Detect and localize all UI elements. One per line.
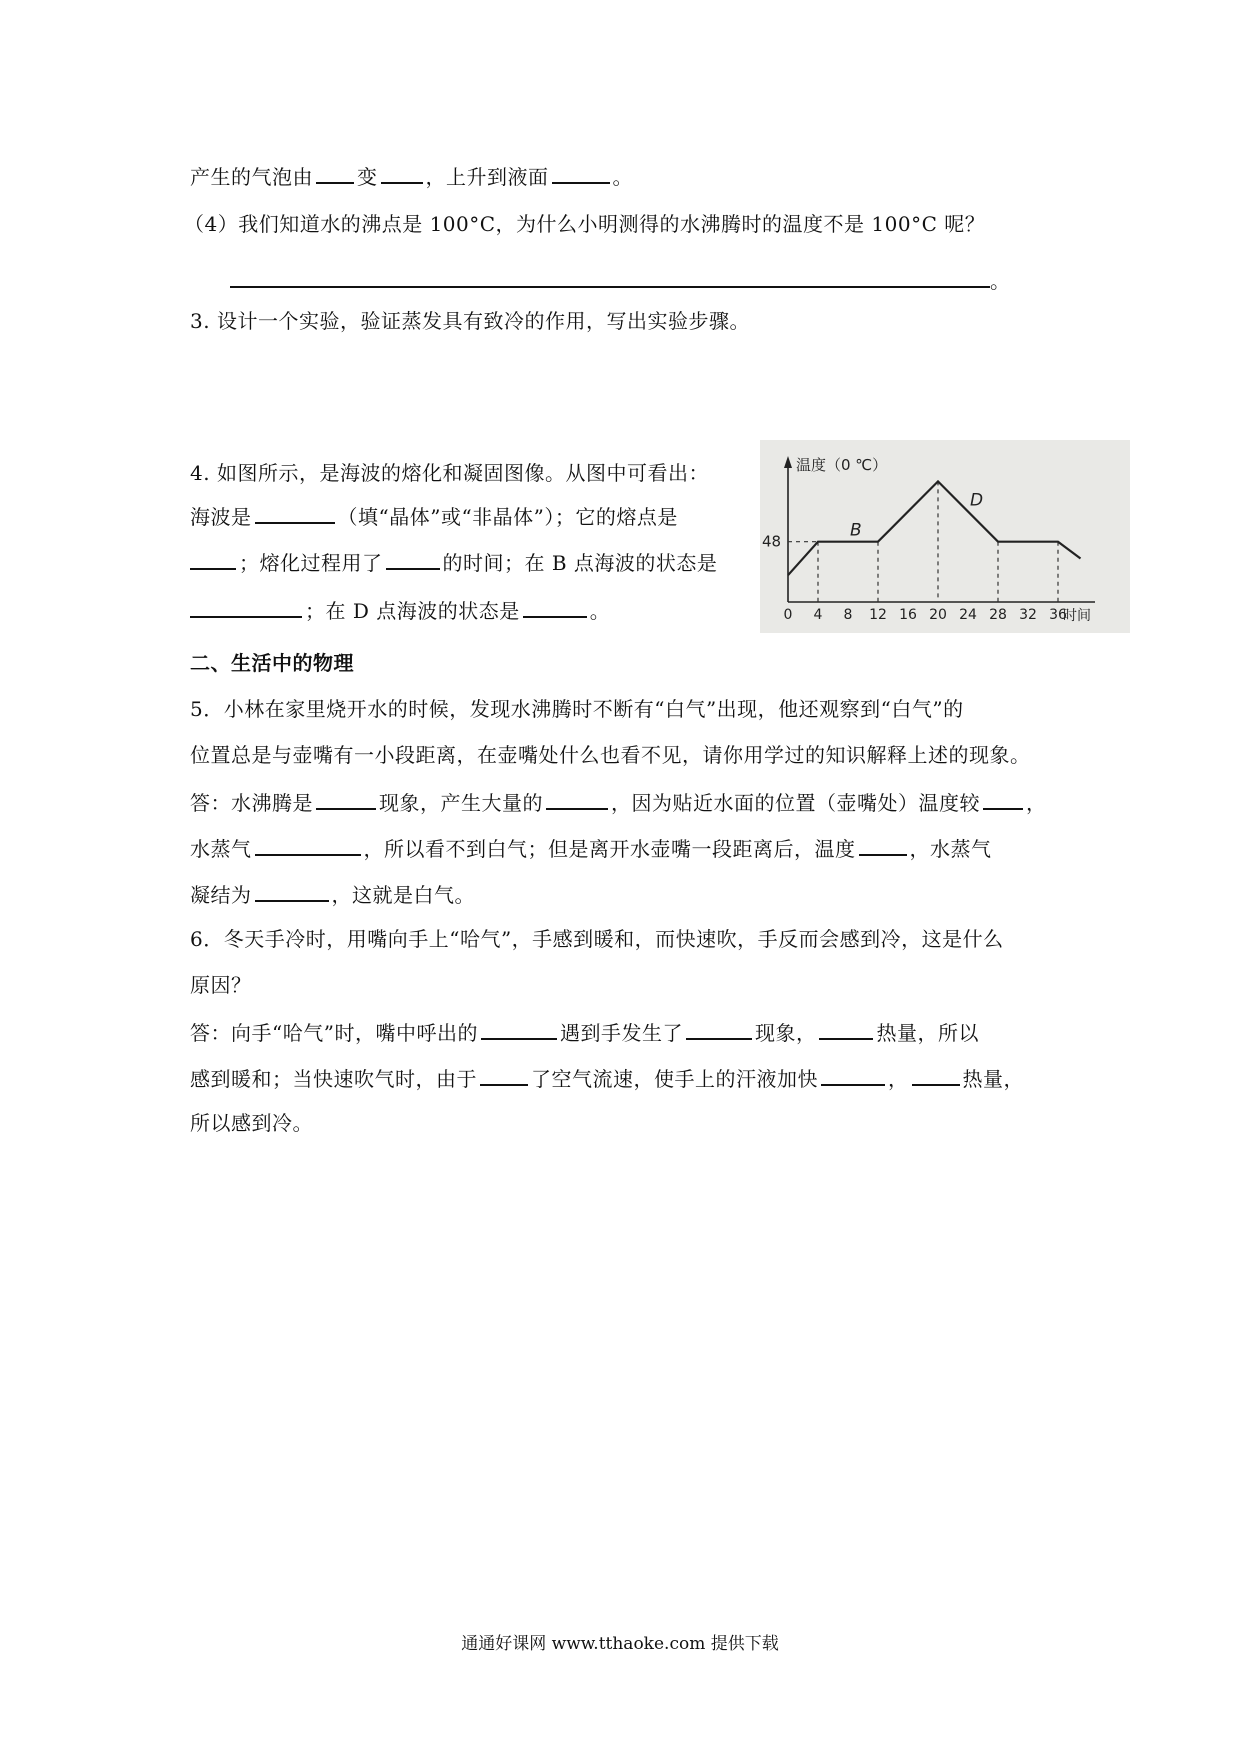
answer-blank[interactable] — [819, 1016, 873, 1040]
x-tick-label: 20 — [929, 607, 947, 623]
q2-sub4-question: （4）我们知道水的沸点是 100°C，为什么小明测得的水沸腾时的温度不是 100°C 呢？ — [184, 212, 986, 236]
text: 现象，产生大量的 — [379, 791, 543, 815]
answer-blank[interactable] — [255, 878, 329, 902]
chart-svg — [760, 440, 1130, 633]
q6-line-5: 所以感到冷。 — [190, 1111, 313, 1135]
text: ，水蒸气 — [909, 837, 992, 861]
q6-line-4 — [190, 1062, 1024, 1094]
answer-blank[interactable] — [546, 786, 608, 810]
q6-line-3 — [190, 1016, 979, 1048]
q3-question: 3. 设计一个实验，验证蒸发具有致冷的作用，写出实验步骤。 — [190, 309, 750, 333]
answer-blank[interactable] — [316, 786, 376, 810]
text: 海波是 — [190, 505, 252, 529]
y-axis-label: 温度（0 ℃） — [796, 456, 888, 474]
text: 产生的气泡由 — [190, 165, 313, 189]
text: ，因为贴近水面的位置（壶嘴处）温度较 — [611, 791, 980, 815]
text: ；在 D 点海波的状态是 — [305, 599, 520, 623]
q4-line-4 — [190, 594, 610, 626]
q4-line-2 — [190, 500, 678, 532]
answer-blank[interactable] — [190, 546, 236, 570]
text: 热量， — [962, 1067, 1024, 1091]
text: ， — [888, 1067, 909, 1091]
text: 了空气流速，使手上的汗液加快 — [531, 1067, 818, 1091]
text: 感到暖和；当快速吹气时，由于 — [190, 1067, 477, 1091]
x-tick-label: 8 — [843, 607, 853, 623]
q5-line-3 — [190, 786, 1047, 818]
x-tick-label: 36 — [1049, 607, 1067, 623]
answer-blank[interactable] — [983, 786, 1023, 810]
q6-line-2: 原因？ — [190, 973, 252, 997]
answer-blank[interactable] — [552, 160, 610, 184]
text: ；熔化过程用了 — [239, 551, 383, 575]
x-tick-label: 4 — [813, 607, 823, 623]
q4-line-1: 4. 如图所示，是海波的熔化和凝固图像。从图中可看出： — [190, 461, 709, 485]
x-tick-label: 24 — [959, 607, 977, 623]
x-tick-label: 32 — [1019, 607, 1037, 623]
text: 答：水沸腾是 — [190, 791, 313, 815]
answer-blank[interactable] — [386, 546, 440, 570]
text: 。 — [612, 165, 633, 189]
answer-blank[interactable] — [230, 264, 990, 288]
melting-curve-chart — [760, 440, 1130, 633]
answer-blank[interactable] — [859, 832, 907, 856]
text: ，上升到液面 — [425, 165, 549, 189]
answer-blank[interactable] — [480, 1062, 528, 1086]
point-label-b: B — [850, 520, 862, 541]
melting-curve-line — [788, 481, 1081, 575]
answer-blank[interactable] — [481, 1016, 557, 1040]
answer-blank[interactable] — [190, 594, 302, 618]
text: 的时间；在 B 点海波的状态是 — [442, 551, 718, 575]
x-tick-label: 28 — [989, 607, 1007, 623]
text: ， — [1026, 791, 1047, 815]
q2-sub4-answer-line — [230, 264, 1011, 296]
answer-blank[interactable] — [912, 1062, 960, 1086]
q5-line-4 — [190, 832, 992, 864]
answer-blank[interactable] — [821, 1062, 885, 1086]
text: ，所以看不到白气；但是离开水壶嘴一段距离后，温度 — [363, 837, 856, 861]
q5-line-5 — [190, 878, 475, 910]
answer-blank[interactable] — [255, 832, 361, 856]
q6-line-1: 6．冬天手冷时，用嘴向手上“哈气”，手感到暖和，而快速吹，手反而会感到冷，这是什么 — [190, 927, 1004, 951]
point-label-d: D — [970, 490, 984, 511]
text: 现象， — [754, 1021, 817, 1045]
answer-blank[interactable] — [523, 594, 587, 618]
q5-line-2: 位置总是与壶嘴有一小段距离，在壶嘴处什么也看不见，请你用学过的知识解释上述的现象。 — [190, 743, 1031, 767]
answer-blank[interactable] — [686, 1016, 752, 1040]
x-tick-label: 0 — [783, 607, 793, 623]
text: 。 — [589, 599, 611, 623]
answer-blank[interactable] — [381, 160, 423, 184]
text: 凝结为 — [190, 883, 252, 907]
text: 水蒸气 — [190, 837, 252, 861]
text: 遇到手发生了 — [559, 1021, 683, 1045]
y-axis-arrow-icon — [784, 456, 792, 468]
text: 热量，所以 — [876, 1021, 979, 1045]
text: 变 — [357, 165, 378, 189]
text: 。 — [990, 269, 1011, 293]
q2-bubble-line — [190, 160, 633, 192]
text: 答：向手“哈气”时，嘴中呼出的 — [190, 1021, 478, 1045]
text: （填“晶体”或“非晶体”）；它的熔点是 — [337, 505, 678, 529]
answer-blank[interactable] — [316, 160, 354, 184]
x-axis-label: 时间 — [1063, 608, 1091, 624]
q5-line-1: 5．小林在家里烧开水的时候，发现水沸腾时不断有“白气”出现，他还观察到“白气”的 — [190, 697, 964, 721]
x-tick-label: 12 — [869, 607, 887, 623]
text: ，这就是白气。 — [331, 883, 475, 907]
x-tick-label: 16 — [899, 607, 917, 623]
y-tick-label: 48 — [762, 532, 782, 551]
page-footer: 通通好课网 www.tthaoke.com 提供下载 — [461, 1634, 779, 1654]
answer-blank[interactable] — [255, 500, 335, 524]
section-2-heading: 二、生活中的物理 — [190, 651, 354, 675]
q4-line-3 — [190, 546, 717, 578]
